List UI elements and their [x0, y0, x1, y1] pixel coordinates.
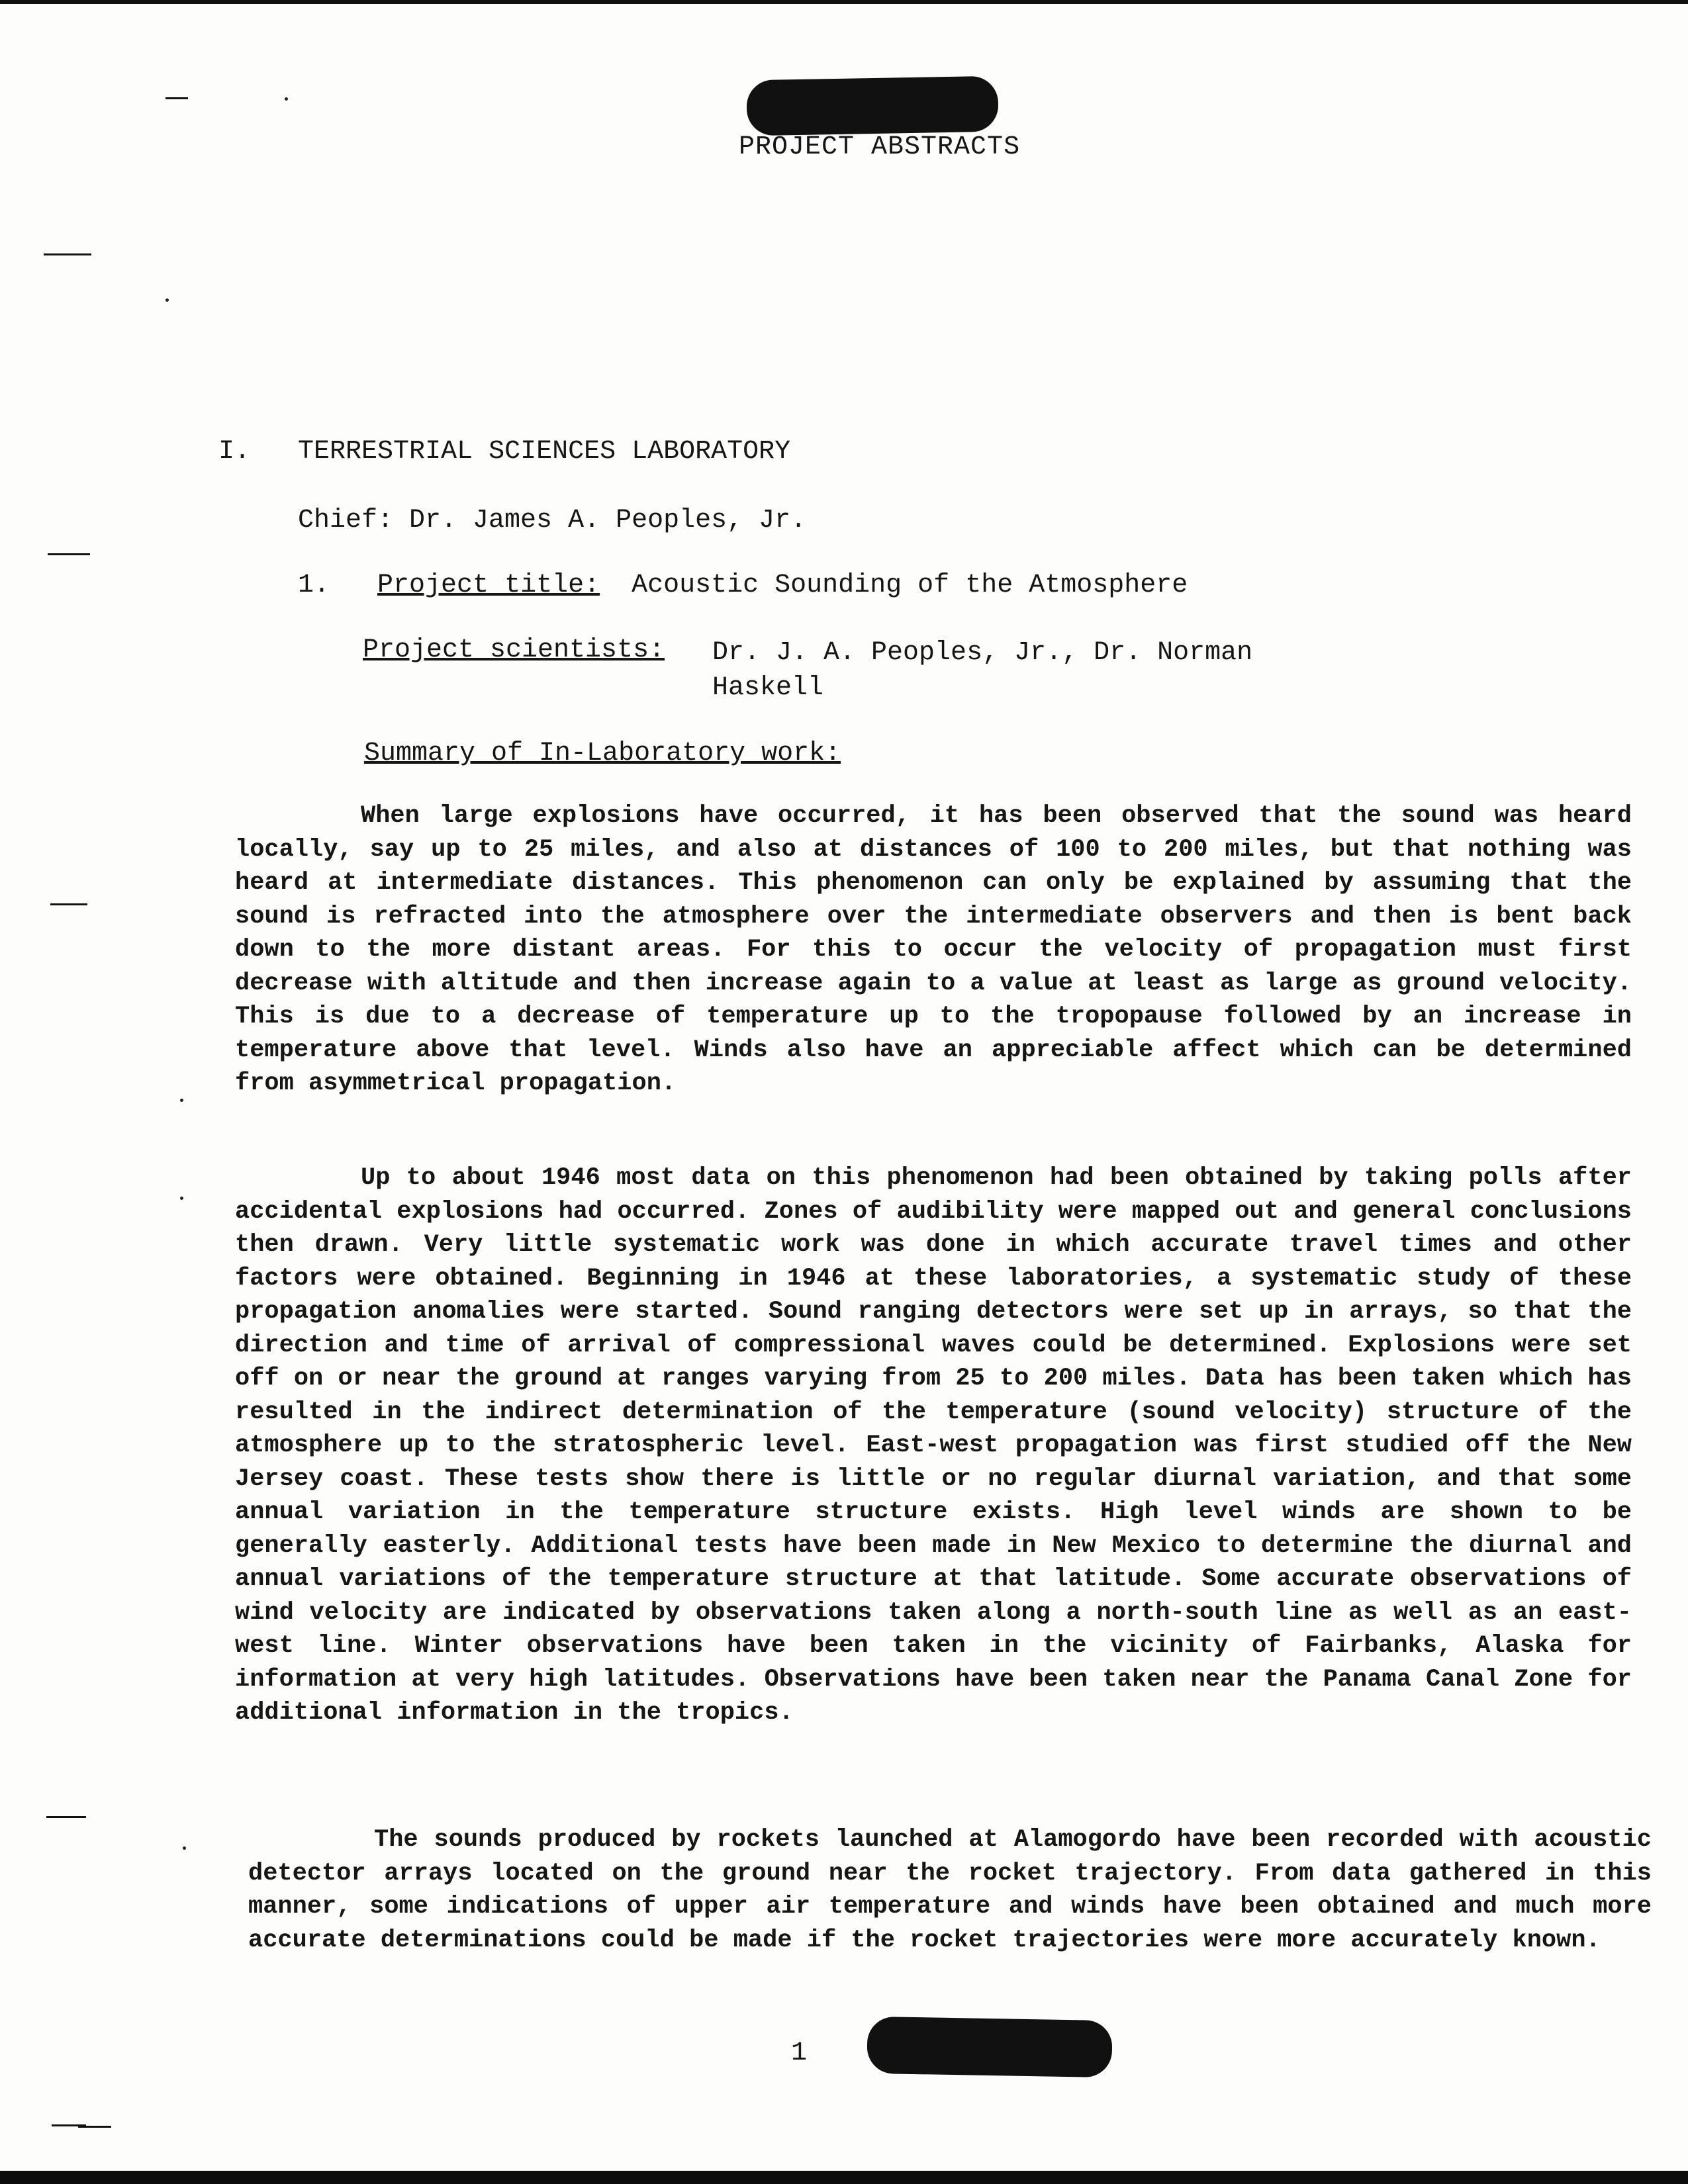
margin-mark	[165, 97, 188, 99]
margin-mark	[46, 1816, 86, 1818]
scan-bottom-edge	[0, 2171, 1688, 2184]
scan-dot	[165, 298, 169, 302]
project-title-value: Acoustic Sounding of the Atmosphere	[632, 570, 1188, 600]
project-number: 1.	[298, 570, 330, 600]
section-numeral: I.	[218, 437, 251, 467]
scan-dot	[180, 1099, 183, 1102]
redaction-mark-top	[746, 76, 998, 136]
summary-paragraph-1: When large explosions have occurred, it has been observed that the sound was heard locally, say up to 25 miles, and also at distances of 100 to 200 miles, but that nothing was heard at intermediate distances. This phenomenon can only be explained by assuming that the sound is refracted into the atmosphere over the intermediate observers and then is bent back down to the more distant areas. For this to occur the velocity of propagation must first decrease with altitude and then increase again to a value at least as large as ground velocity. This is due to a decrease of temperature up to the tropopause followed by an increase in temperature above that level. Winds also have an appreciable affect which can be determined from asymmetrical propagation.	[235, 802, 1632, 1097]
chief-line: Chief: Dr. James A. Peoples, Jr.	[298, 506, 807, 535]
project-title-line	[298, 570, 1188, 600]
scan-dot	[180, 1197, 183, 1200]
section-title: TERRESTRIAL SCIENCES LABORATORY	[298, 437, 791, 467]
margin-mark	[44, 253, 91, 255]
page-number: 1	[791, 2038, 808, 2068]
scan-dot	[285, 97, 288, 101]
project-scientists-value: Dr. J. A. Peoples, Jr., Dr. Norman Haskell	[712, 638, 1253, 703]
project-scientists-label: Project scientists:	[363, 635, 665, 665]
margin-mark	[48, 553, 90, 555]
scan-top-edge	[0, 0, 1688, 4]
scan-dot	[183, 1846, 186, 1850]
summary-paragraph-3: The sounds produced by rockets launched at Alamogordo have been recorded with acoustic detector arrays located on the ground near the rocket trajectory. From data gathered in this manner, some indications of upper air temperature and winds have been obtained and much more accurate determinations could be made if the rocket trajectories were more accurately known.	[248, 1826, 1652, 1954]
summary-paragraph-2: Up to about 1946 most data on this phenomenon had been obtained by taking polls after accidental explosions had occurred. Zones of audibility were mapped out and general conclusions then drawn. Very little systematic work was done in which accurate travel times and other factors were obtained. Beginning in 1946 at these laboratories, a systematic study of these propagation anomalies were started. Sound ranging detectors were set up in arrays, so that the direction and time of arrival of compressional waves could be determined. Explosions were set off on or near the ground at ranges varying from 25 to 200 miles. Data has been taken which has resulted in the indirect determination of the temperature (sound velocity) structure of the atmosphere up to the stratospheric level. East-west propagation was first studied off the New Jersey coast. These tests show there is little or no regular diurnal variation, and that some annual variation in the temperature structure exists. High level winds are shown to be generally easterly. Additional tests have been made in New Mexico to determine the diurnal and annual variations of the temperature structure at that latitude. Some accurate observations of wind velocity are indicated by observations taken along a north-south line as well as an east-west line. Winter observations have been taken in the vicinity of Fairbanks, Alaska for information at very high latitudes. Observations have been taken near the Panama Canal Zone for additional information in the tropics.	[235, 1164, 1632, 1727]
redaction-mark-bottom	[867, 2017, 1112, 2077]
project-title-label: Project title:	[377, 570, 600, 600]
document-title: PROJECT ABSTRACTS	[739, 132, 1021, 162]
margin-mark	[50, 903, 87, 905]
section-heading	[218, 437, 790, 467]
margin-mark	[78, 2126, 111, 2128]
summary-heading: Summary of In-Laboratory work:	[364, 739, 841, 768]
